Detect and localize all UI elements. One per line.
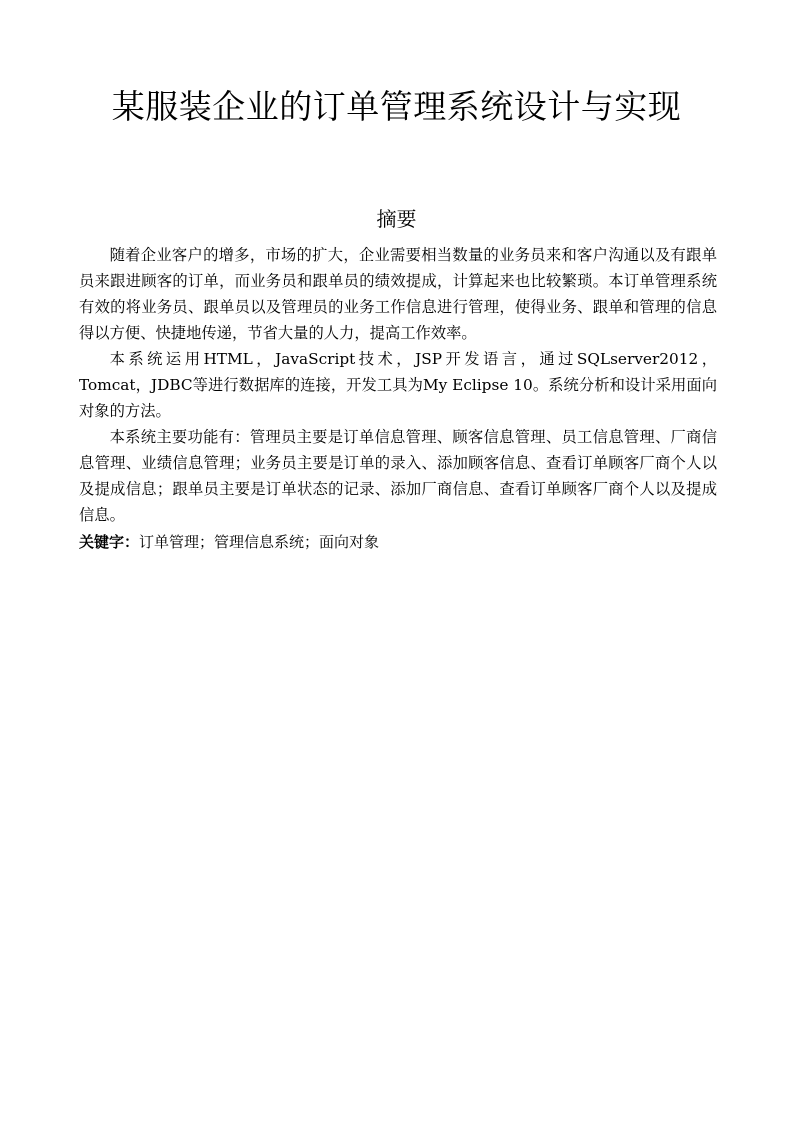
abstract-paragraph: 随着企业客户的增多，市场的扩大，企业需要相当数量的业务员来和客户沟通以及有跟单员来跟进顾客的订单，而业务员和跟单员的绩效提成，计算起来也比较繁琐。本订单管理系统有效的将业务员、跟单员以及管理员的业务工作信息进行管理，使得业务、跟单和管理的信息得以方便、快捷地传递，节省大量的人力，提高工作效率。 xyxy=(79,246,717,342)
abstract-body xyxy=(79,242,717,528)
abstract-heading: 摘要 xyxy=(376,207,417,231)
keywords-value: 订单管理；管理信息系统；面向对象 xyxy=(139,533,380,551)
document-title: 某服装企业的订单管理系统设计与实现 xyxy=(111,87,682,126)
keywords-line xyxy=(79,529,717,555)
abstract-paragraph: 本系统主要功能有：管理员主要是订单信息管理、顾客信息管理、员工信息管理、厂商信息管理、业绩信息管理；业务员主要是订单的录入、添加顾客信息、查看订单顾客厂商个人以及提成信息；跟单员主要是订单状态的记录、添加厂商信息、查看订单顾客厂商个人以及提成信息。 xyxy=(79,428,717,524)
keywords-label: 关键字： xyxy=(79,533,140,551)
abstract-paragraph: 本系统运用HTML，JavaScript技术，JSP开发语言，通过SQLserver2012，Tomcat，JDBC等进行数据库的连接，开发工具为My Eclipse 10。系统分析和设计采用面向对象的方法。 xyxy=(79,350,717,420)
